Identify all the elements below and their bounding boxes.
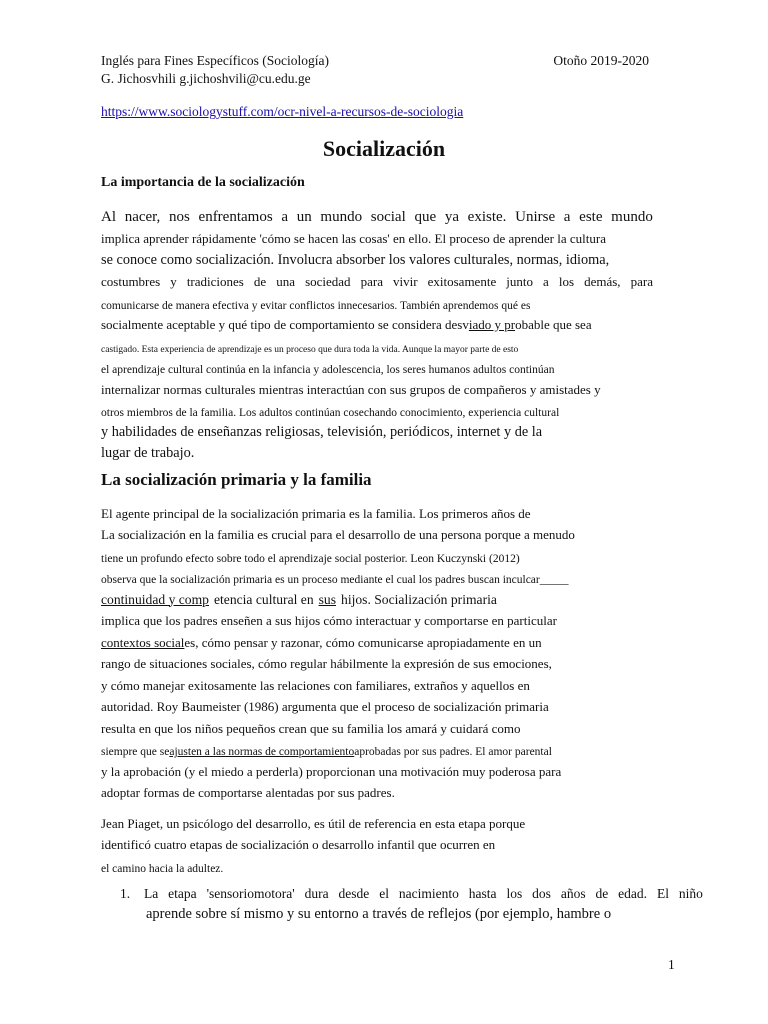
text-line: implica aprender rápidamente 'cómo se hacen las cosas' en ello. El proceso de aprender la cultura	[101, 231, 606, 246]
text-line: costumbres y tradiciones de una sociedad para vivir exitosamente junto a los demás, para	[101, 274, 653, 289]
list-item-line: La etapa 'sensoriomotora' dura desde el nacimiento hasta los dos años de edad. El niño	[144, 886, 703, 901]
text-line: y habilidades de enseñanzas religiosas, televisión, periódicos, internet y de la	[101, 423, 543, 440]
text-line: El agente principal de la socialización primaria es la familia. Los primeros años de	[101, 505, 531, 521]
stages-list	[120, 883, 703, 925]
text-line: resulta en que los niños pequeños crean que su familia los amará y cuidará como	[101, 720, 521, 736]
text-line: tiene un profundo efecto sobre todo el aprendizaje social posterior. Leon Kuczynski (2012)	[101, 552, 520, 565]
text-line: observa que la socialización primaria es un proceso mediante el cual los padres buscan inculcar _____	[101, 574, 569, 586]
list-number: 1.	[120, 886, 131, 901]
text-line: Al nacer, nos enfrentamos a un mundo social que ya existe. Unirse a este mundo	[101, 208, 653, 225]
text-line: lugar de trabajo.	[101, 445, 195, 461]
course-name: Inglés para Fines Específicos (Sociología)	[101, 53, 329, 68]
text-line: se conoce como socialización. Involucra absorber los valores culturales, normas, idioma,	[101, 251, 610, 268]
text-line: autoridad. Roy Baumeister (1986) argumenta que el proceso de socialización primaria	[101, 699, 549, 714]
paragraph-primary	[101, 500, 653, 801]
text-line: siempre que se ajusten a las normas de comportamiento aprobadas por sus padres. El amor parental	[101, 746, 552, 758]
text-line: el camino hacia la adultez.	[101, 862, 224, 875]
text-line: socialmente aceptable y qué tipo de comportamiento se considera desv iado y pr obable que sea	[101, 317, 592, 332]
section-heading-importance: La importancia de la socialización	[101, 175, 305, 190]
text-line: castigado. Esta experiencia de aprendizaje es un proceso que dura toda la vida. Aunque la mayor parte de esto	[101, 344, 519, 355]
document-header	[101, 52, 649, 88]
page-title: Socialización	[322, 136, 446, 161]
text-line: el aprendizaje cultural continúa en la infancia y adolescencia, los seres humanos adultos continúan	[101, 364, 555, 376]
author-line: G. Jichosvhili g.jichoshvili@cu.edu.ge	[101, 71, 311, 86]
text-line: Jean Piaget, un psicólogo del desarrollo, es útil de referencia en esta etapa porque	[101, 815, 526, 831]
section-heading-primary: La socialización primaria y la familia	[101, 470, 372, 489]
text-line: comunicarse de manera efectiva y evitar conflictos innecesarios. También aprendemos qué es	[101, 299, 531, 312]
text-line: otros miembros de la familia. Los adultos continúan cosechando conocimiento, experiencia cultural	[101, 407, 560, 419]
text-line: identificó cuatro etapas de socialización o desarrollo infantil que ocurren en	[101, 837, 496, 852]
term-label: Otoño 2019-2020	[553, 53, 649, 68]
text-line: La socialización en la familia es crucial para el desarrollo de una persona porque a menudo	[101, 527, 575, 542]
text-line: implica que los padres enseñen a sus hijos cómo interactuar y comportarse en particular	[101, 613, 557, 628]
text-line: continuidad y comp etencia cultural en sus hijos. Socialización primaria	[101, 591, 497, 607]
text-line: internalizar normas culturales mientras interactúan con sus grupos de compañeros y amistades y	[101, 381, 601, 397]
paragraph-importance	[101, 204, 653, 462]
text-line: adoptar formas de comportarse alentadas por sus padres.	[101, 785, 395, 800]
text-line: y la aprobación (y el miedo a perderla) proporcionan una motivación muy poderosa para	[101, 763, 562, 779]
text-line: rango de situaciones sociales, cómo regular hábilmente la expresión de sus emociones,	[101, 656, 552, 671]
text-line: contextos social es, cómo pensar y razonar, cómo comunicarse apropiadamente en un	[101, 634, 542, 650]
source-link[interactable]: https://www.sociologystuff.com/ocr-nivel-a-recursos-de-sociologia	[101, 104, 464, 119]
list-item-line: aprende sobre sí mismo y su entorno a través de reflejos (por ejemplo, hambre o	[146, 906, 612, 922]
paragraph-piaget	[101, 810, 601, 875]
page-number: 1	[668, 957, 675, 972]
text-line: y cómo manejar exitosamente las relaciones con familiares, extraños y aquellos en	[101, 677, 530, 693]
